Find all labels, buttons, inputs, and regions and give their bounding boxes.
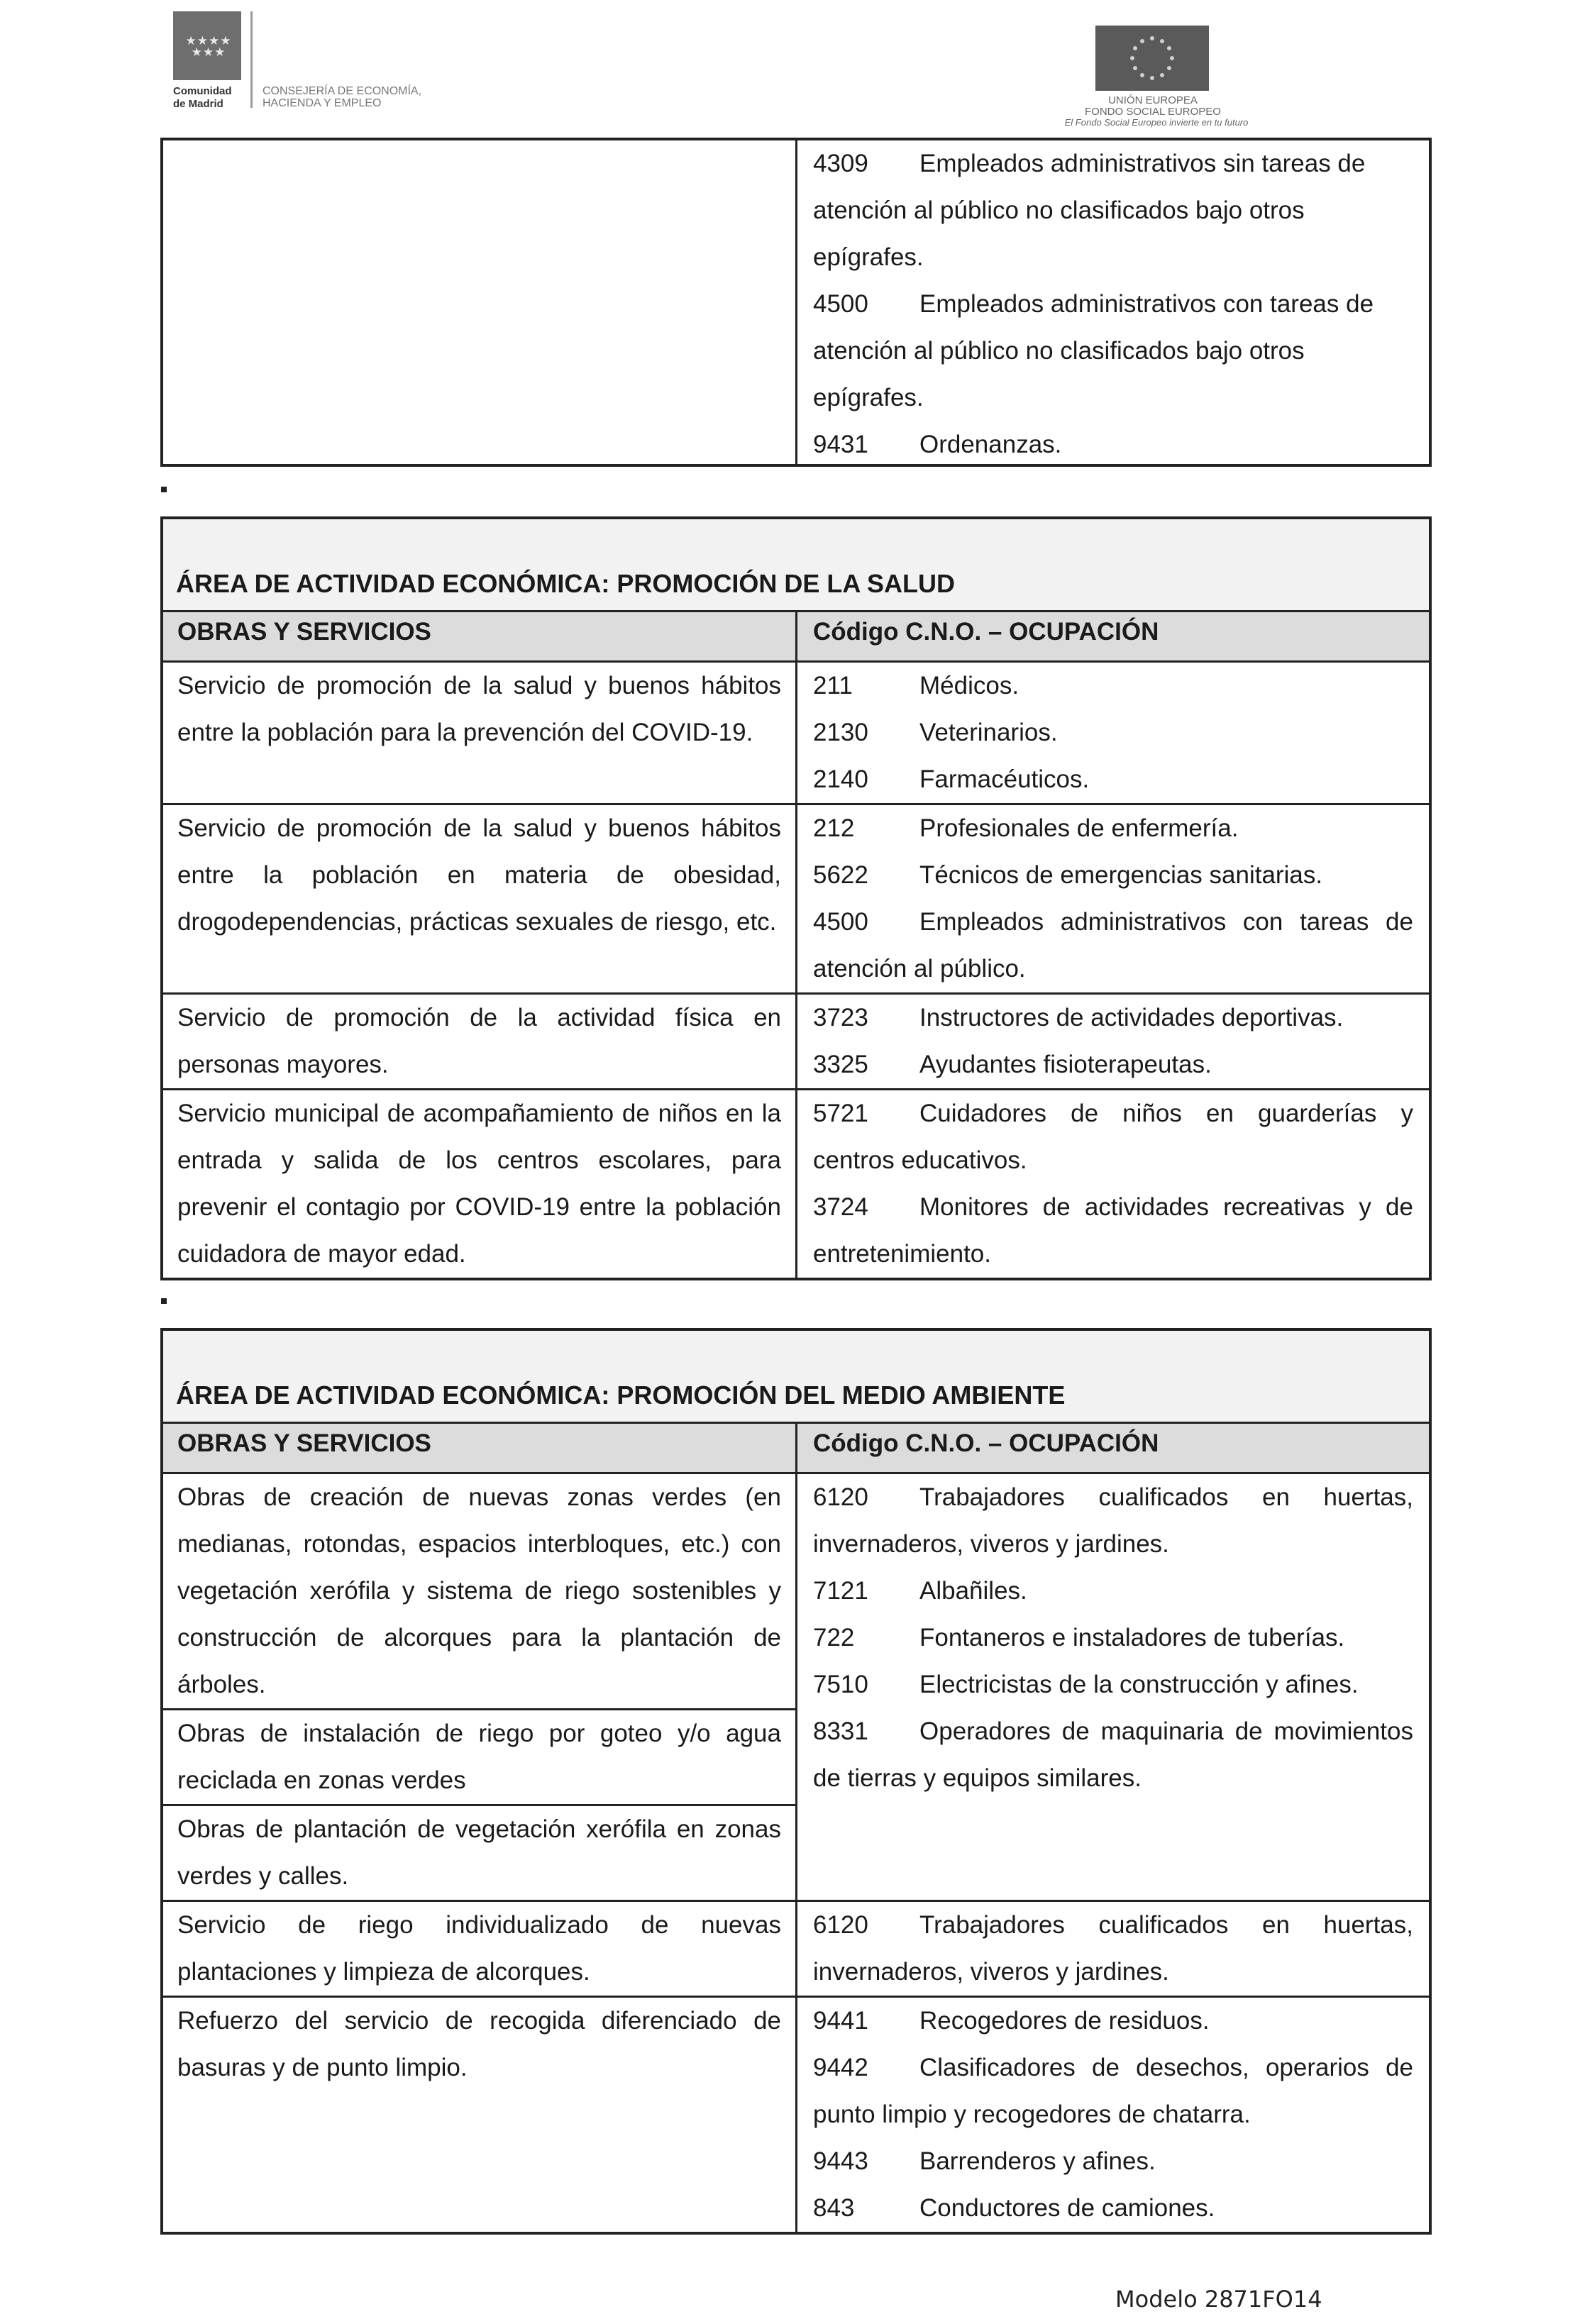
occupation-line <box>813 1708 1413 1802</box>
occupation-cell <box>797 1998 1429 2232</box>
occupation-text: Ayudantes fisioterapeutas. <box>919 1051 1212 1078</box>
occupation-text: epígrafes. <box>813 243 924 271</box>
occupation-text: Electricistas de la construcción y afines. <box>919 1671 1359 1698</box>
occupation-line <box>813 899 1413 992</box>
cno-code: 9431 <box>813 431 868 458</box>
table-row <box>163 1996 1429 2232</box>
cno-code: 722 <box>813 1624 855 1651</box>
occupation-text: epígrafes. <box>813 384 924 411</box>
occupation-line <box>813 375 1413 421</box>
occupation-line <box>813 1041 1413 1088</box>
occupation-line <box>813 995 1413 1041</box>
occupation-text: Trabajadores cualificados en huertas, invernaderos, viveros y jardines. <box>813 1483 1413 1558</box>
table-row <box>163 1088 1429 1278</box>
eu-union-label: UNIÓN EUROPEA <box>1108 94 1198 106</box>
occupation-text: Barrenderos y afines. <box>919 2147 1156 2175</box>
column-header-services: OBRAS Y SERVICIOS <box>163 1424 797 1472</box>
occupation-line <box>813 756 1413 803</box>
occupation-text: Albañiles. <box>919 1577 1027 1605</box>
occupation-line <box>813 1615 1413 1661</box>
madrid-name-line1: Comunidad <box>173 85 232 97</box>
occupation-line <box>813 1998 1413 2044</box>
occupation-text: atención al público no clasificados bajo otros <box>813 197 1305 224</box>
column-header-row <box>163 610 1429 660</box>
service-cell: Obras de creación de nuevas zonas verdes (en medianas, rotondas, espacios interbloques, etc.) con vegetación xerófila y sistema de riego sostenibles y construcción de alcorques para la plantación de árboles. <box>177 1483 781 1698</box>
occupation-text: Clasificadores de desechos, operarios de punto limpio y recogedores de chatarra. <box>813 2054 1413 2128</box>
area-title: ÁREA DE ACTIVIDAD ECONÓMICA: PROMOCIÓN DEL MEDIO AMBIENTE <box>163 1331 1429 1422</box>
occupation-text: atención al público no clasificados bajo otros <box>813 337 1305 365</box>
cno-code: 843 <box>813 2194 855 2222</box>
occupation-text: Profesionales de enfermería. <box>919 814 1239 842</box>
occupation-line <box>813 234 1413 281</box>
occupation-line <box>813 281 1413 328</box>
occupation-cell <box>797 663 1429 803</box>
cno-code: 9443 <box>813 2147 868 2175</box>
occupation-text: Técnicos de emergencias sanitarias. <box>919 861 1323 889</box>
occupation-line <box>813 2138 1413 2185</box>
occupation-cell <box>797 995 1429 1088</box>
cno-code: 4500 <box>813 290 868 318</box>
madrid-flag-icon <box>173 11 241 80</box>
occupation-text: Veterinarios. <box>919 719 1058 746</box>
occupation-line <box>813 2185 1413 2232</box>
service-cell: Refuerzo del servicio de recogida diferenciado de basuras y de punto limpio. <box>163 1998 797 2232</box>
cno-code: 6120 <box>813 1483 868 1511</box>
occupation-text: Farmacéuticos. <box>919 765 1090 793</box>
bullet-marker <box>161 1298 167 1304</box>
model-number: Modelo 2871FO14 <box>1115 2286 1322 2313</box>
cno-code: 4309 <box>813 150 868 177</box>
cno-code: 8331 <box>813 1717 868 1745</box>
occupation-line <box>813 1661 1413 1708</box>
cno-code: 5622 <box>813 861 868 889</box>
occupation-text: Empleados administrativos con tareas de <box>919 290 1374 318</box>
table-row-group <box>163 1472 1429 1900</box>
area-title: ÁREA DE ACTIVIDAD ECONÓMICA: PROMOCIÓN DE LA SALUD <box>163 519 1429 610</box>
occupation-line <box>813 1902 1413 1996</box>
occupation-text: Empleados administrativos con tareas de atención al público. <box>813 908 1413 983</box>
column-header-cno: Código C.N.O. – OCUPACIÓN <box>813 618 1159 646</box>
occupation-text: Ordenanzas. <box>919 431 1062 458</box>
occupation-line <box>813 187 1413 234</box>
service-cell: Servicio de promoción de la salud y buenos hábitos entre la población en materia de obesidad, drogodependencias, prácticas sexuales de riesgo, etc. <box>163 805 797 992</box>
occupation-line <box>813 1568 1413 1615</box>
table-row <box>163 1900 1429 1996</box>
occupation-text: Médicos. <box>919 672 1019 699</box>
service-cell: Servicio de promoción de la salud y buenos hábitos entre la población para la prevención del COVID-19. <box>163 663 797 803</box>
table-row <box>163 992 1429 1088</box>
cno-code: 3724 <box>813 1193 868 1221</box>
occupation-line <box>813 805 1413 852</box>
cno-code: 7121 <box>813 1577 868 1605</box>
medio-ambiente-table <box>160 1328 1432 2235</box>
cno-code: 9441 <box>813 2007 868 2035</box>
occupation-text: Empleados administrativos sin tareas de <box>919 150 1366 177</box>
occupation-line <box>813 1474 1413 1568</box>
table-row <box>163 803 1429 992</box>
logo-divider <box>250 11 253 108</box>
madrid-name-line2: de Madrid <box>173 98 223 110</box>
cno-code: 9442 <box>813 2054 868 2081</box>
cno-code: 4500 <box>813 908 868 936</box>
salud-table <box>160 516 1432 1280</box>
consejeria-name <box>262 85 421 109</box>
cno-code: 211 <box>813 672 853 699</box>
column-header-row <box>163 1422 1429 1472</box>
occupation-line <box>813 140 1413 187</box>
table-row <box>163 660 1429 803</box>
madrid-name <box>173 85 232 111</box>
occupation-line <box>813 1184 1413 1278</box>
cno-code: 2130 <box>813 719 868 746</box>
madrid-stars-icon: ★★★★ ★★★ <box>185 34 232 59</box>
column-header-services: OBRAS Y SERVICIOS <box>163 612 797 660</box>
occupation-cell <box>797 1090 1429 1278</box>
cno-code: 3325 <box>813 1051 868 1078</box>
occupation-line <box>813 709 1413 756</box>
eu-slogan: El Fondo Social Europeo invierte en tu futuro <box>1064 117 1249 128</box>
service-cells <box>163 1474 797 1900</box>
occupation-line <box>813 1090 1413 1184</box>
occupation-text: Conductores de camiones. <box>919 2194 1215 2222</box>
consejeria-line1: CONSEJERÍA DE ECONOMÍA, <box>262 85 422 97</box>
occupation-text: Trabajadores cualificados en huertas, invernaderos, viveros y jardines. <box>813 1911 1413 1986</box>
occupation-line <box>813 852 1413 899</box>
occupation-text: Operadores de maquinaria de movimientos de tierras y equipos similares. <box>813 1717 1413 1792</box>
cno-code: 5721 <box>813 1100 868 1127</box>
cno-code: 3723 <box>813 1004 868 1031</box>
comunidad-madrid-logo <box>173 11 471 118</box>
occupation-cell <box>797 1902 1429 1996</box>
occupation-cell <box>797 805 1429 992</box>
occupation-text: Recogedores de residuos. <box>919 2007 1210 2035</box>
bullet-marker <box>161 487 167 492</box>
service-cell: Servicio de promoción de la actividad física en personas mayores. <box>163 995 797 1088</box>
cno-code: 2140 <box>813 765 868 793</box>
occupation-text: Cuidadores de niños en guarderías y centros educativos. <box>813 1100 1413 1174</box>
occupation-cell <box>797 1474 1429 1900</box>
service-cell: Obras de plantación de vegetación xerófila en zonas verdes y calles. <box>163 1804 795 1900</box>
continuation-table <box>160 138 1432 467</box>
occupation-line <box>813 328 1413 375</box>
occupation-text: Instructores de actividades deportivas. <box>919 1004 1344 1031</box>
occupation-line <box>813 421 1413 468</box>
column-header-cno: Código C.N.O. – OCUPACIÓN <box>813 1429 1159 1457</box>
service-cell: Servicio municipal de acompañamiento de niños en la entrada y salida de los centros escolares, para prevenir el contagio por COVID-19 entre la población cuidadora de mayor edad. <box>163 1090 797 1278</box>
eu-fse-label: FONDO SOCIAL EUROPEO <box>1085 106 1221 118</box>
service-cell: Obras de instalación de riego por goteo y/o agua reciclada en zonas verdes <box>163 1708 795 1804</box>
occupation-cell <box>797 140 1429 464</box>
cno-code: 212 <box>813 814 855 842</box>
empty-service-cell <box>163 140 797 464</box>
eu-stars-icon <box>1095 26 1209 91</box>
occupation-line <box>813 663 1413 709</box>
eu-flag-icon <box>1095 26 1209 91</box>
cno-code: 6120 <box>813 1911 868 1939</box>
eu-fse-logo <box>1057 21 1298 135</box>
consejeria-line2: HACIENDA Y EMPLEO <box>262 97 382 109</box>
occupation-line <box>813 2044 1413 2138</box>
cno-code: 7510 <box>813 1671 868 1698</box>
occupation-text: Monitores de actividades recreativas y de entretenimiento. <box>813 1193 1413 1268</box>
service-cell: Servicio de riego individualizado de nuevas plantaciones y limpieza de alcorques. <box>163 1902 797 1996</box>
occupation-text: Fontaneros e instaladores de tuberías. <box>919 1624 1345 1651</box>
